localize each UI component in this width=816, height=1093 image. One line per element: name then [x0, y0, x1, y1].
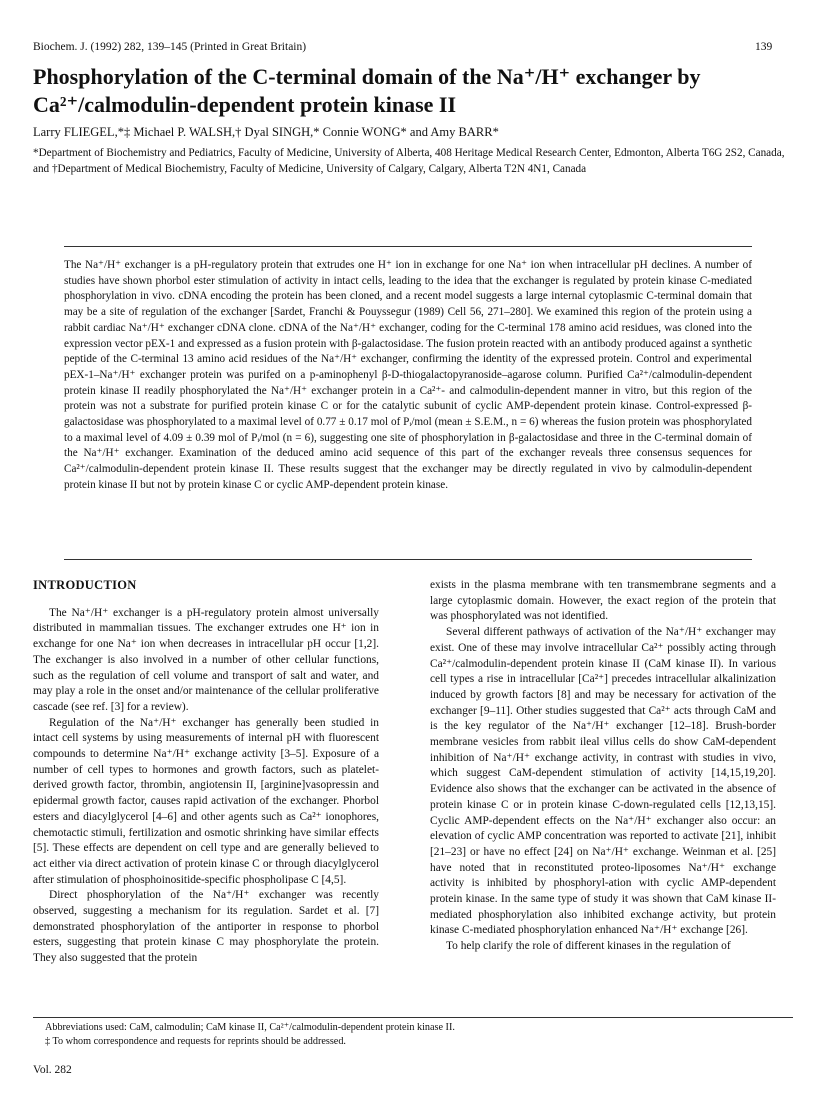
section-heading-introduction: INTRODUCTION	[33, 578, 137, 592]
paragraph: To help clarify the role of different kinases in the regulation of	[446, 940, 731, 953]
author-list: Larry FLIEGEL,*‡ Michael P. WALSH,† Dyal SINGH,* Connie WONG* and Amy BARR*	[33, 125, 499, 139]
abstract-bottom-rule	[64, 559, 752, 560]
paragraph: Several different pathways of activation of the Na⁺/H⁺ exchanger may exist. One of these may involve intracellular Ca²⁺ possibly acting through Ca²⁺/calmodulin-dependent protein kinase II (CaM kinase II). In various cell types a rise in intracellular [Ca²⁺] precedes intracellular alkalinization induced by growth factors [8] and may be necessary for activation of the exchanger [9–11]. Other studies suggested that Ca²⁺ acts through CaM and is the key regulator of the Na⁺/H⁺ exchanger [12–18]. Brush-border membrane vesicles from rabbit ileal villus cells do show CaM-dependent inhibition of Na⁺/H⁺ exchange activity, in contrast with studies in vivo, which suggest CaM-dependent stimulation of activity [14,15,19,20]. Evidence also shows that the exchanger can be activated in the absence of protein kinase C or in protein kinase C-down-regulated cells [12,13,15]. Cyclic AMP-dependent effects on the Na⁺/H⁺ exchanger also occur: an elevation of cyclic AMP concentration was reported to activate [21], inhibit [21–23] or have no effect [24] on Na⁺/H⁺ exchange. Weinman et al. [25] have noted that in reconstituted proteo-liposomes Na⁺/H⁺ exchange activity is inhibited by phosphoryl-ation with cyclic AMP-dependent protein kinase. In the same type of study it was shown that CaM kinase II-mediated phosphorylation also inhibited exchange activity, but protein kinase C-mediated phosphorylation enhanced Na⁺/H⁺ exchange [26].	[430, 626, 776, 937]
right-column	[430, 578, 776, 955]
volume-label: Vol. 282	[33, 1064, 72, 1076]
page-number: 139	[755, 41, 773, 53]
footnote-abbreviations: Abbreviations used: CaM, calmodulin; CaM kinase II, Ca²⁺/calmodulin-dependent protein kinase II.	[45, 1022, 455, 1033]
paragraph: The Na⁺/H⁺ exchanger is a pH-regulatory protein almost universally distributed in mammalian tissues. The exchanger extrudes one H⁺ ion in exchange for one Na⁺ ion when decreases in intracellular pH occur [1,2]. The exchanger is also involved in a number of other cellular functions, such as the regulation of cell volume and transport of salt and water, and may play a role in the onset and/or maintenance of the cellular proliferative cascade (see ref. [3] for a review).	[33, 606, 379, 713]
paragraph: exists in the plasma membrane with ten transmembrane segments and a large cytoplasmic domain. However, the exact region of the protein that was phosphorylated was not identified.	[430, 579, 776, 623]
abstract: The Na⁺/H⁺ exchanger is a pH-regulatory protein that extrudes one H⁺ ion in exchange for one Na⁺ ion when intracellular pH declines. A number of studies have shown phorbol ester stimulation of activity in intact cells, leading to the idea that the exchanger is regulated by protein kinase C-mediated phosphorylation in vivo. cDNA encoding the protein has been cloned, and a recent model suggests a large internal cytoplasmic C-terminal domain that may be a site of regulation of the exchanger [Sardet, Franchi & Pouyssegur (1989) Cell 56, 271–280]. We examined this region of the protein using a rabbit cardiac Na⁺/H⁺ exchanger cDNA clone. cDNA of the Na⁺/H⁺ exchanger, coding for the C-terminal 178 amino acid residues, was cloned into the expression vector pEX-1 and expressed as a fusion protein with β-galactosidase. The fusion protein reacted with an antibody produced against a synthetic peptide of the C-terminal 13 amino acid residues of the Na⁺/H⁺ exchanger, confirming the identity of the expressed protein. Control and experimental pEX-1–Na⁺/H⁺ exchanger protein was purifed on a p-aminophenyl β-D-thiogalactopyranoside–agarose column. Purified Ca²⁺/calmodulin-dependent protein kinase II readily phosphorylated the Na⁺/H⁺ exchanger protein in a Ca²⁺- and calmodulin-dependent manner in vitro, but this region of the protein was not a substrate for purified protein kinase C or for the catalytic subunit of cyclic AMP-dependent protein kinase. Control-expressed β-galactosidase was phosphorylated to a maximal level of 0.77 ± 0.17 mol of Pᵢ/mol (mean ± S.E.M., n = 6) whereas the fusion protein was phosphorylated to a maximal level of 4.09 ± 0.39 mol of Pᵢ/mol (n = 6), suggesting one site of phosphorylation in β-galactosidase and three in the C-terminal domain of the Na⁺/H⁺ exchanger. Examination of the deduced amino acid sequence of this part of the exchanger reveals three consensus sequences for Ca²⁺/calmodulin-dependent protein kinase II. These results suggest that the exchanger may be directly regulated in vivo by calmodulin-dependent protein kinase II but not by protein kinase C or cyclic AMP-dependent protein kinase.	[64, 259, 752, 491]
paragraph: Regulation of the Na⁺/H⁺ exchanger has generally been studied in intact cell systems by using measurements of internal pH with fluorescent compounds to determine Na⁺/H⁺ exchange activity [3–5]. Exposure of a number of cell types to hormones and growth factors, such as platelet-derived growth factor, thrombin, angiotensin II, [arginine]vasopressin and epidermal growth factor, causes rapid activation of the exchanger. Phorbol esters and diacylglycerol [4–6] and other agents such as Ca²⁺ ionophores, chemotactic stimuli, fertilization and osmotic shrinking have similar effects [5]. These effects are dependent on cell type and are generally believed to act either via direct activation of protein kinase C or through diacylglycerol after stimulation of phosphoinositide-specific phospholipase C [4,5].	[33, 716, 379, 886]
footnote-correspondence: ‡ To whom correspondence and requests for reprints should be addressed.	[45, 1036, 346, 1047]
footnotes	[33, 1021, 793, 1049]
affiliations: *Department of Biochemistry and Pediatrics, Faculty of Medicine, University of Alberta, 408 Heritage Medical Research Center, Edmonton, Alberta T6G 2S2, Canada, and †Department of Medical Biochemistry, Faculty of Medicine, University of Calgary, Calgary, Alberta T2N 4N1, Canada	[33, 147, 785, 175]
left-column	[33, 578, 379, 967]
journal-citation: Biochem. J. (1992) 282, 139–145 (Printed in Great Britain)	[33, 41, 307, 53]
paragraph: Direct phosphorylation of the Na⁺/H⁺ exchanger was recently observed, suggesting a mechanism for its regulation. Sardet et al. [7] demonstrated phosphorylation of the antiporter in response to phorbol esters, suggesting that protein kinase C may phosphorylate the protein. They also suggested that the protein	[33, 889, 379, 965]
article-title: Phosphorylation of the C-terminal domain of the Na⁺/H⁺ exchanger by Ca²⁺/calmodulin-dependent protein kinase II	[33, 64, 701, 117]
abstract-top-rule	[64, 246, 752, 247]
footnote-rule	[33, 1017, 793, 1018]
